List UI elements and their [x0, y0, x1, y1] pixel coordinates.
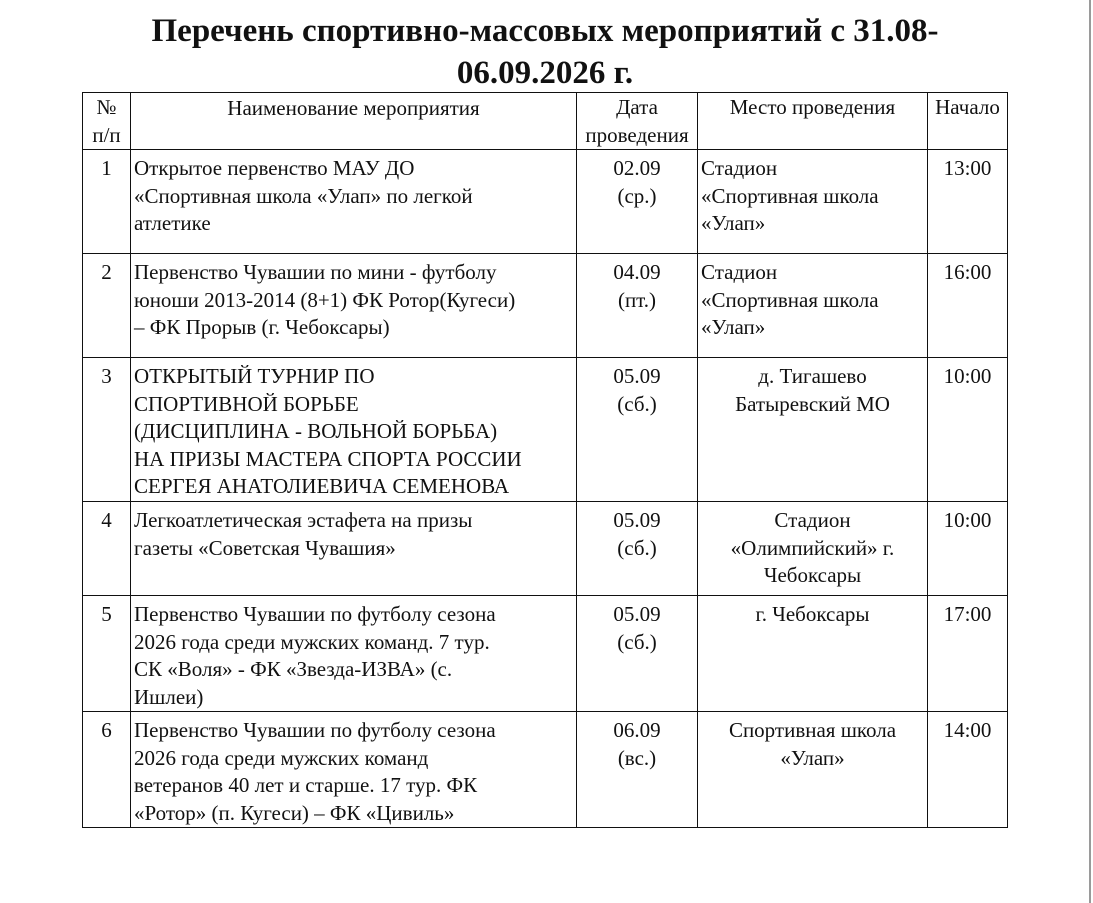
row-name: ОТКРЫТЫЙ ТУРНИР ПО СПОРТИВНОЙ БОРЬБЕ (ДИСЦИПЛИНА - ВОЛЬНОЙ БОРЬБА) НА ПРИЗЫ МАСТЕРА СПОРТА РОССИИ СЕРГЕЯ АНАТОЛИЕВИЧА СЕМЕНОВА: [131, 358, 577, 502]
row-start: 17:00: [928, 596, 1008, 712]
table-row: [83, 502, 1008, 596]
row-place: д. Тигашево Батыревский МО: [698, 358, 928, 502]
page-title: Перечень спортивно-массовых мероприятий с 31.08- 06.09.2026 г.: [151, 13, 939, 91]
row-name: Первенство Чувашии по мини - футболу юноши 2013-2014 (8+1) ФК Ротор(Кугеси) – ФК Прорыв (г. Чебоксары): [131, 254, 577, 358]
row-start: 14:00: [928, 712, 1008, 828]
row-date: 04.09 (пт.): [577, 254, 698, 358]
row-date: 06.09 (вс.): [577, 712, 698, 828]
row-start: 10:00: [928, 502, 1008, 596]
header-start: Начало: [928, 93, 1008, 150]
row-start: 10:00: [928, 358, 1008, 502]
row-num: 5: [83, 596, 131, 712]
row-name: Открытое первенство МАУ ДО «Спортивная школа «Улап» по легкой атлетике: [131, 150, 577, 254]
row-num: 1: [83, 150, 131, 254]
row-date: 05.09 (сб.): [577, 358, 698, 502]
row-date: 05.09 (сб.): [577, 596, 698, 712]
row-date: 05.09 (сб.): [577, 502, 698, 596]
row-num: 4: [83, 502, 131, 596]
table-row: [83, 358, 1008, 502]
row-num: 3: [83, 358, 131, 502]
row-name: Легкоатлетическая эстафета на призы газеты «Советская Чувашия»: [131, 502, 577, 596]
row-num: 2: [83, 254, 131, 358]
row-date: 02.09 (ср.): [577, 150, 698, 254]
header-num: № п/п: [83, 93, 131, 150]
row-start: 16:00: [928, 254, 1008, 358]
row-place: Стадион «Спортивная школа «Улап»: [698, 254, 928, 358]
row-num: 6: [83, 712, 131, 828]
table-row: [83, 712, 1008, 828]
page-edge-line: [1089, 0, 1091, 903]
row-place: г. Чебоксары: [698, 596, 928, 712]
header-date: Дата проведения: [577, 93, 698, 150]
table-row: [83, 150, 1008, 254]
events-table: [82, 92, 1008, 828]
row-place: Стадион «Олимпийский» г. Чебоксары: [698, 502, 928, 596]
row-name: Первенство Чувашии по футболу сезона 2026 года среди мужских команд. 7 тур. СК «Воля» - ФК «Звезда-ИЗВА» (с. Ишлеи): [131, 596, 577, 712]
table-row: [83, 254, 1008, 358]
header-place: Место проведения: [698, 93, 928, 150]
row-start: 13:00: [928, 150, 1008, 254]
row-name: Первенство Чувашии по футболу сезона 2026 года среди мужских команд ветеранов 40 лет и старше. 17 тур. ФК «Ротор» (п. Кугеси) – ФК «Цивиль»: [131, 712, 577, 828]
header-name: Наименование мероприятия: [131, 93, 577, 150]
row-place: Спортивная школа «Улап»: [698, 712, 928, 828]
table-header-row: [83, 93, 1008, 150]
row-place: Стадион «Спортивная школа «Улап»: [698, 150, 928, 254]
table-row: [83, 596, 1008, 712]
